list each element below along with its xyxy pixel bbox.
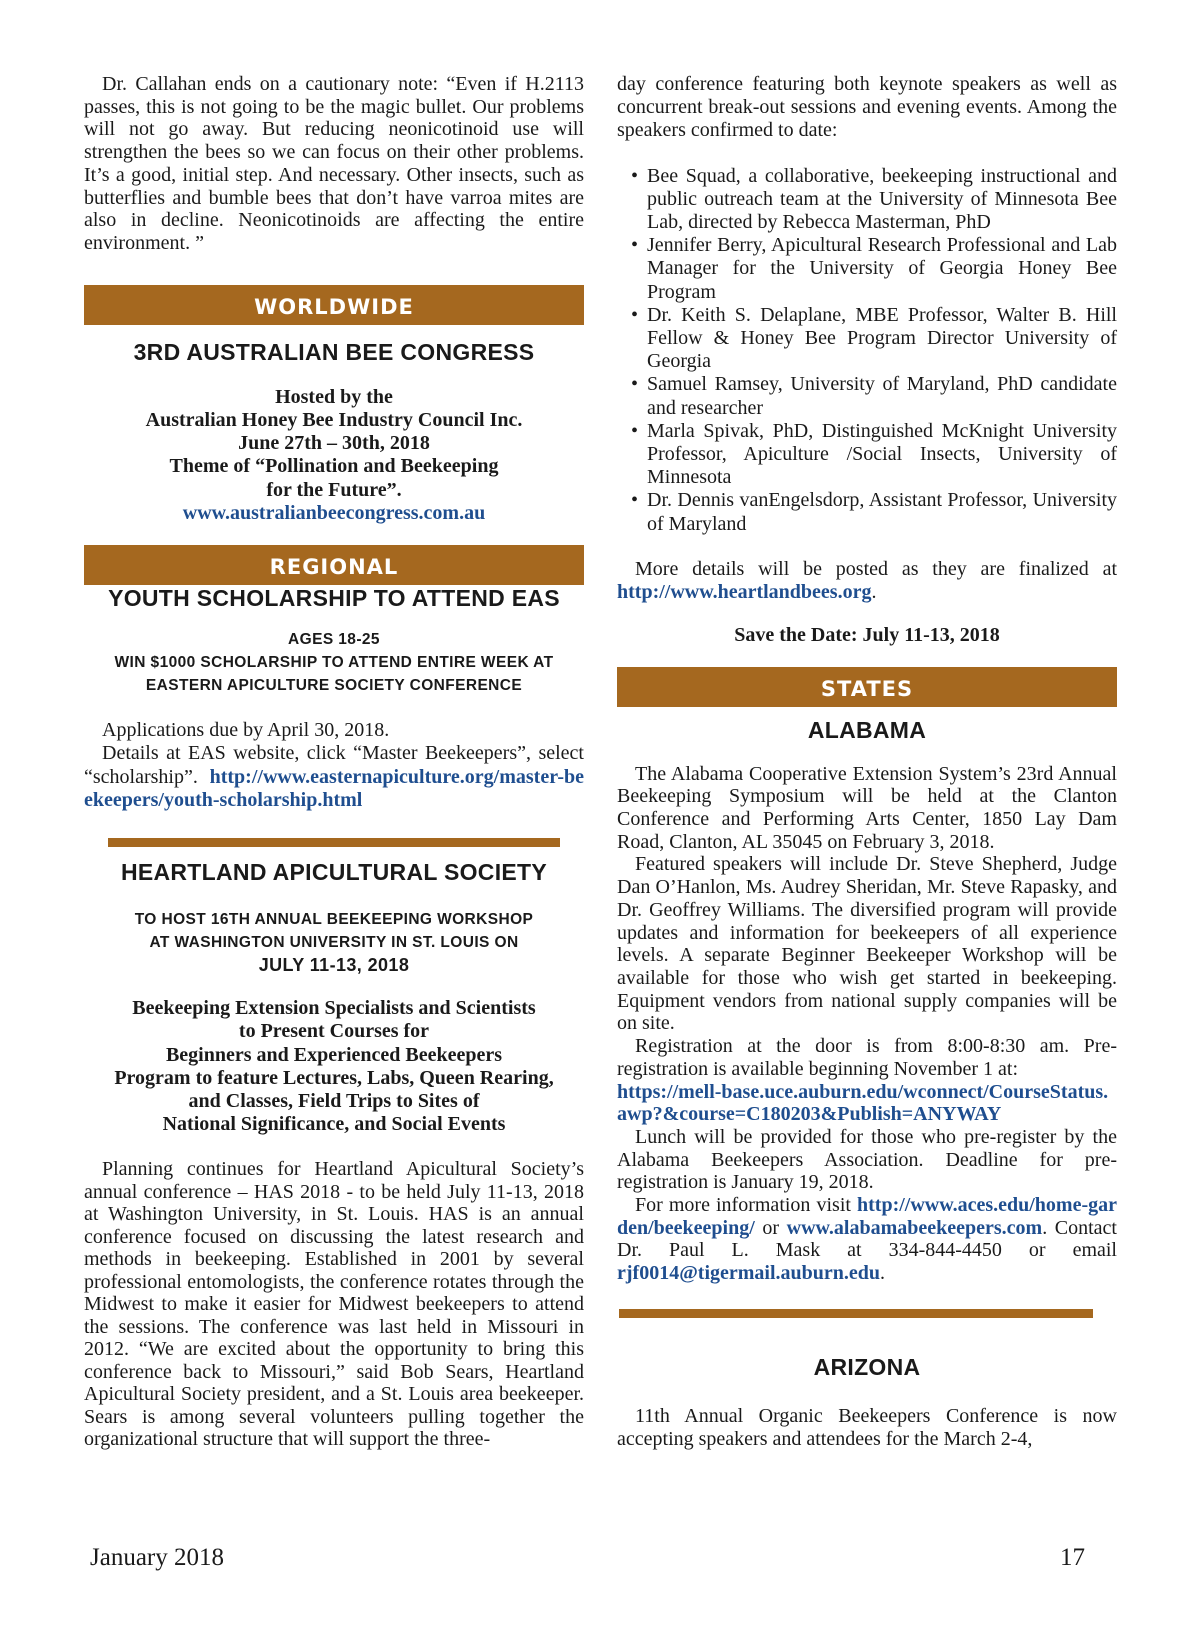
list-item: • Dr. Keith S. Delaplane, MBE Professor, Walter B. Hill Fellow & Honey Bee Program Director University of Georgia [617,304,1117,374]
list-item: • Jennifer Berry, Apicultural Research Professional and Lab Manager for the University of Georgia Honey Bee Program [617,234,1117,304]
heartland-url-link[interactable]: http://www.heartlandbees.org [617,581,872,604]
arizona-title: ARIZONA [813,1353,921,1380]
program-line-3: Beginners and Experienced Beekeepers [165,1043,503,1066]
heartland-subheading [84,908,584,977]
program-line-6: National Significance, and Social Events [162,1113,506,1136]
heartland-title: HEARTLAND APICULTURAL SOCIETY [120,859,548,886]
contact-end: . [880,1262,886,1285]
footer-date: January 2018 [90,1544,224,1571]
heartland-program [84,997,584,1136]
list-item: • Marla Spivak, PhD, Distinguished McKnight University Professor, Apiculture /Social Insects, University of Minnesota [617,420,1117,490]
youth-scholarship-title: YOUTH SCHOLARSHIP TO ATTEND EAS [108,585,560,612]
intro-paragraph: Dr. Callahan ends on a cautionary note: “Even if H.2113 passes, this is not going to be the magic bullet. Our problems will not go away. But reducing neonicotinoid use will strengthen the bees so we can focus on their other problems. It’s a good, initial step. And necessary. Other insects, such as butterflies and bumble bees that don’t have varroa mites are also in decline. Neonicotinoids are affecting the entire environment. ” [84,73,584,254]
workshop-dates: JULY 11-13, 2018 [258,955,410,976]
speaker-list [617,165,1117,536]
workshop-location: AT WASHINGTON UNIVERSITY IN ST. LOUIS ON [149,934,519,952]
list-item: • Dr. Dennis vanEngelsdorp, Assistant Professor, University of Maryland [617,489,1117,535]
aces-link[interactable]: http://www.aces.edu/home-garden/beekeeping/ [617,1194,1117,1239]
hosted-by: Hosted by the [275,385,393,408]
or-text: or [762,1216,780,1239]
alabama-paragraph-2: Featured speakers will include Dr. Steve Shepherd, Judge Dan O’Hanlon, Ms. Audrey Sheridan, Mr. Steve Rapasky, and Dr. Geoffrey Williams. The diversified program will provide updates and information for beekeepers of all experience levels. A separate Beginner Beekeeper Workshop will be available for those who wish get started in beekeeping. Equipment vendors from national supply companies will be on site. [617,853,1117,1035]
contact-text: . Contact Dr. Paul L. Mask at 334-844-4450 or email [617,1216,1117,1262]
australian-congress-title: 3RD AUSTRALIAN BEE CONGRESS [133,338,535,365]
program-line-5: and Classes, Field Trips to Sites of [188,1090,480,1113]
registration-link[interactable]: https://mell-base.uce.auburn.edu/wconnect/CourseStatus.awp?&course=C180203&Publish=ANYWAY [617,1080,1109,1126]
alabama-paragraph-1: The Alabama Cooperative Extension System’s 23rd Annual Beekeeping Symposium will be held at the Clanton Conference and Performing Arts Center, 1850 Lay Dam Road, Clanton, AL 35045 on February 3, 2018. [617,762,1117,853]
congress-dates: June 27th – 30th, 2018 [238,432,430,455]
left-column [84,73,584,1451]
congress-theme-cont: for the Future”. [266,478,402,501]
scholarship-conference: EASTERN APICULTURE SOCIETY CONFERENCE [145,677,523,695]
alabama-paragraph-3: Registration at the door is from 8:00-8:30 am. Pre-registration is available beginning November 1 at: [617,1035,1117,1080]
regional-banner: REGIONAL [84,545,584,585]
program-line-4: Program to feature Lectures, Labs, Queen Rearing, [114,1066,554,1089]
arizona-paragraph-1: 11th Annual Organic Beekeepers Conference is now accepting speakers and attendees for the March 2-4, [617,1405,1117,1451]
more-details-text: More details will be posted as they are finalized at [635,557,1117,580]
alabama-paragraph-5 [617,1194,1117,1285]
congress-details [84,386,584,525]
scholarship-ages: AGES 18-25 [288,631,380,649]
page-number: 17 [1060,1544,1085,1571]
eas-details [84,742,584,812]
eas-scholarship-link[interactable]: http://www.easternapiculture.org/master-beekeepers/youth-scholarship.html [84,765,584,811]
section-divider [619,1309,1093,1318]
eas-details-text: Details at EAS website, click “Master Beekeepers”, select “scholarship”. [84,742,584,788]
save-the-date: Save the Date: July 11-13, 2018 [734,624,1000,647]
congress-theme: Theme of “Pollination and Beekeeping [169,455,499,478]
conference-continuation: day conference featuring both keynote speakers as well as concurrent break-out sessions and evening events. Among the speakers confirmed to date: [617,73,1117,142]
right-column [617,73,1117,1451]
applications-due: Applications due by April 30, 2018. [102,719,390,742]
workshop-host: TO HOST 16TH ANNUAL BEEKEEPING WORKSHOP [134,911,534,929]
more-details-end: . [871,581,877,604]
email-link[interactable]: rjf0014@tigermail.auburn.edu [617,1262,881,1285]
heartland-body: Planning continues for Heartland Apicultural Society’s annual conference – HAS 2018 - to be held July 11-13, 2018 at Washington University, in St. Louis. HAS is an annual conference focused on discussing the latest research and methods in beekeeping. Established in 2001 by several professional entomologists, the conference rotates through the Midwest to make it easier for Midwest beekeepers to attend the sessions. The conference was last held in Missouri in 2012. “We are excited about the opportunity to bring this conference back to Missouri,” said Bob Sears, Heartland Apicultural Society president, and a St. Louis area beekeeper. Sears is among several volunteers pulling together the organizational structure that will support the three- [84,1158,584,1451]
states-banner: STATES [617,667,1117,707]
host-organization: Australian Honey Bee Industry Council Inc. [145,409,523,432]
list-item: • Bee Squad, a collaborative, beekeeping instructional and public outreach team at the University of Minnesota Bee Lab, directed by Rebecca Masterman, PhD [617,165,1117,235]
list-item: • Samuel Ramsey, University of Maryland, PhD candidate and researcher [617,373,1117,419]
alabama-beekeepers-link[interactable]: www.alabamabeekeepers.com [786,1216,1043,1239]
alabama-title: ALABAMA [807,717,927,744]
congress-url-link[interactable]: www.australianbeecongress.com.au [182,501,486,524]
program-line-1: Beekeeping Extension Specialists and Scientists [132,997,536,1020]
more-info-text: For more information visit [635,1194,851,1217]
scholarship-amount: WIN $1000 SCHOLARSHIP TO ATTEND ENTIRE WEEK AT [114,654,554,672]
program-line-2: to Present Courses for [238,1020,430,1043]
section-divider [108,838,560,847]
more-details [617,558,1117,604]
scholarship-subheading [84,628,584,697]
worldwide-banner: WORLDWIDE [84,285,584,325]
alabama-paragraph-4: Lunch will be provided for those who pre-register by the Alabama Beekeepers Association. Deadline for pre-registration is January 19, 2018. [617,1125,1117,1194]
